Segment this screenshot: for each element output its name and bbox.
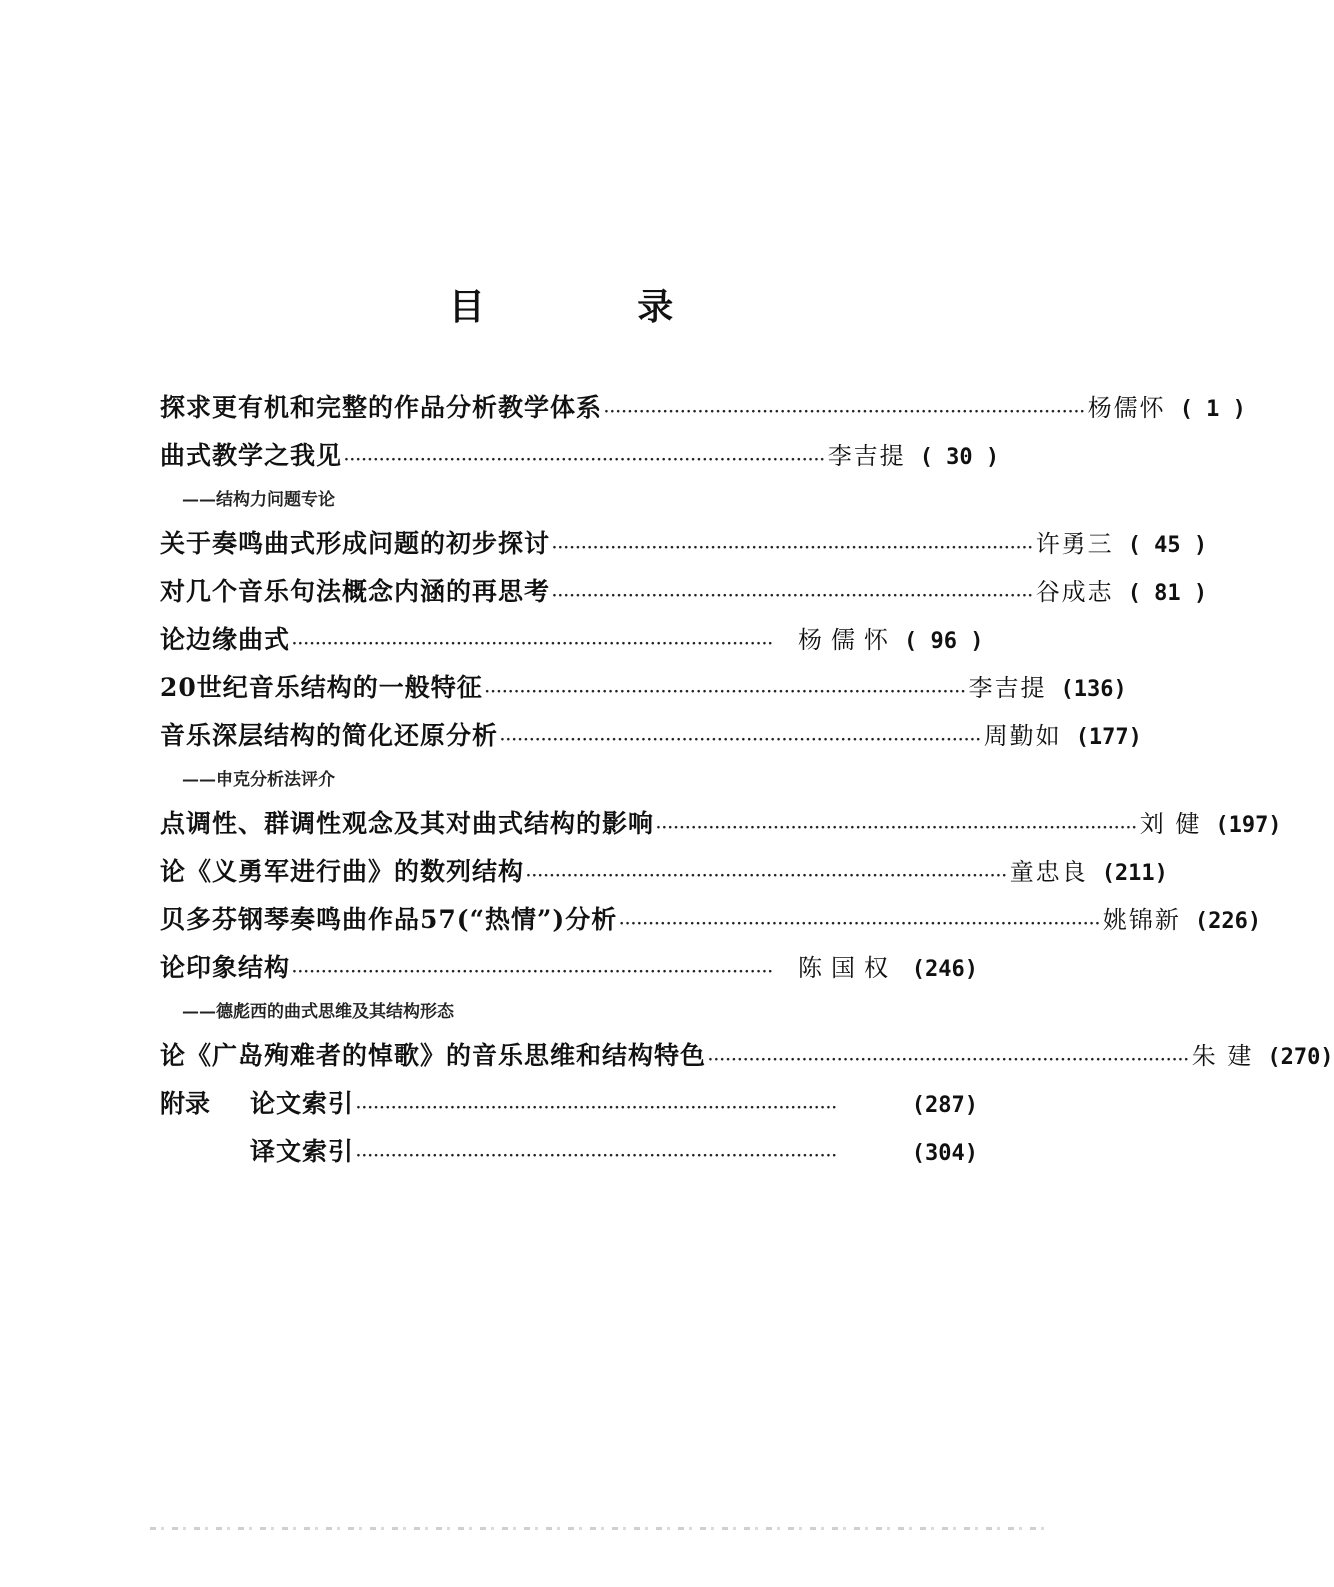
toc-entry-page: ( 96 ): [904, 629, 984, 654]
toc-entry-page: (197): [1215, 813, 1282, 838]
toc-entry-author: 杨儒怀: [798, 626, 890, 654]
toc-entry[interactable]: [160, 944, 978, 992]
toc-entry-page: ( 45 ): [1127, 533, 1208, 558]
toc-entry-page: (270): [1267, 1045, 1334, 1070]
toc-entry-page: ( 30 ): [919, 445, 1000, 470]
dot-leader: ··················································································: [552, 540, 1034, 556]
dot-leader: ··················································································: [344, 452, 826, 468]
toc-entry-title: 论《义勇军进行曲》的数列结构: [160, 857, 525, 886]
table-of-contents: [160, 384, 1334, 1176]
dot-leader: ··················································································: [356, 1100, 838, 1116]
toc-entry-author: 刘 健: [1139, 810, 1202, 838]
toc-entry[interactable]: [160, 616, 984, 664]
toc-entry-title: 论边缘曲式: [160, 625, 291, 654]
toc-entry-author: 李吉提: [827, 442, 906, 470]
toc-entry[interactable]: [160, 848, 1168, 896]
toc-entry-title: 曲式教学之我见: [160, 441, 343, 470]
toc-entry-page: (211): [1101, 861, 1168, 886]
toc-entry-author: 李吉提: [968, 674, 1047, 702]
toc-entry-author: 童忠良: [1009, 858, 1088, 886]
toc-entry[interactable]: [160, 1032, 1334, 1080]
toc-entry-page: ( 1 ): [1179, 397, 1246, 422]
toc-entry-page: (246): [911, 957, 978, 982]
toc-entry[interactable]: [160, 896, 1262, 944]
dot-leader: ··················································································: [292, 964, 774, 980]
appendix-entry-title: 论文索引: [250, 1089, 355, 1118]
toc-entry-title: 点调性、群调性观念及其对曲式结构的影响: [160, 809, 655, 838]
toc-entry[interactable]: [160, 568, 1208, 616]
dot-leader: ··················································································: [604, 404, 1086, 420]
toc-entry-author: 朱 建: [1191, 1042, 1254, 1070]
dot-leader: ··················································································: [656, 820, 1138, 836]
toc-entry-author: 谷成志: [1035, 578, 1114, 606]
toc-entry-title: 论印象结构: [160, 953, 291, 982]
toc-entry-title: 探求更有机和完整的作品分析教学体系: [160, 393, 603, 422]
toc-entry-title: 对几个音乐句法概念内涵的再思考: [160, 577, 551, 606]
toc-entry[interactable]: [160, 712, 1142, 760]
dot-leader: ··················································································: [708, 1052, 1190, 1068]
toc-entry-page: (136): [1060, 677, 1127, 702]
dot-leader: ··················································································: [552, 588, 1034, 604]
toc-entry-author: 周勤如: [983, 722, 1062, 750]
toc-entry-title: 关于奏鸣曲式形成问题的初步探讨: [160, 529, 551, 558]
toc-entry-title: 论《广岛殉难者的悼歌》的音乐思维和结构特色: [160, 1041, 707, 1070]
toc-entry-author: 杨儒怀: [1087, 394, 1166, 422]
toc-entry-page: (177): [1075, 725, 1142, 750]
scan-artifact: [150, 1527, 1050, 1530]
toc-entry-subtitle: ——结构力问题专论: [182, 490, 335, 510]
toc-entry-author: 陈国权: [798, 954, 890, 982]
dot-leader: ··················································································: [484, 684, 967, 700]
appendix-label: 附录: [160, 1089, 211, 1118]
toc-entry-author: 许勇三: [1035, 530, 1114, 558]
toc-entry-title: 音乐深层结构的简化还原分析: [160, 721, 499, 750]
toc-entry-author: 姚锦新: [1102, 906, 1181, 934]
toc-entry-subtitle: ——申克分析法评介: [182, 770, 335, 790]
appendix-entry-page: (287): [911, 1093, 978, 1118]
dot-leader: ··················································································: [292, 636, 774, 652]
toc-entry[interactable]: [160, 384, 1246, 432]
toc-entry-page: ( 81 ): [1127, 581, 1208, 606]
dot-leader: ··················································································: [500, 732, 982, 748]
dot-leader: ··················································································: [356, 1148, 838, 1164]
toc-entry[interactable]: [160, 520, 1208, 568]
appendix-entry-page: (304): [911, 1141, 978, 1166]
appendix-entry-title: 译文索引: [250, 1137, 355, 1166]
toc-entry-title: 贝多芬钢琴奏鸣曲作品57(“热情”)分析: [160, 905, 618, 934]
toc-entry[interactable]: [160, 664, 1127, 712]
page-title: 目 录: [448, 287, 744, 328]
dot-leader: ··················································································: [526, 868, 1008, 884]
toc-entry-subtitle: ——德彪西的曲式思维及其结构形态: [182, 1002, 454, 1022]
toc-entry-page: (226): [1194, 909, 1262, 934]
dot-leader: ··················································································: [619, 916, 1101, 932]
toc-entry[interactable]: [160, 800, 1282, 848]
appendix-entry[interactable]: [160, 1080, 978, 1128]
appendix-entry[interactable]: [160, 1128, 978, 1176]
toc-entry-title: 20世纪音乐结构的一般特征: [160, 673, 483, 702]
toc-entry[interactable]: [160, 432, 1000, 480]
